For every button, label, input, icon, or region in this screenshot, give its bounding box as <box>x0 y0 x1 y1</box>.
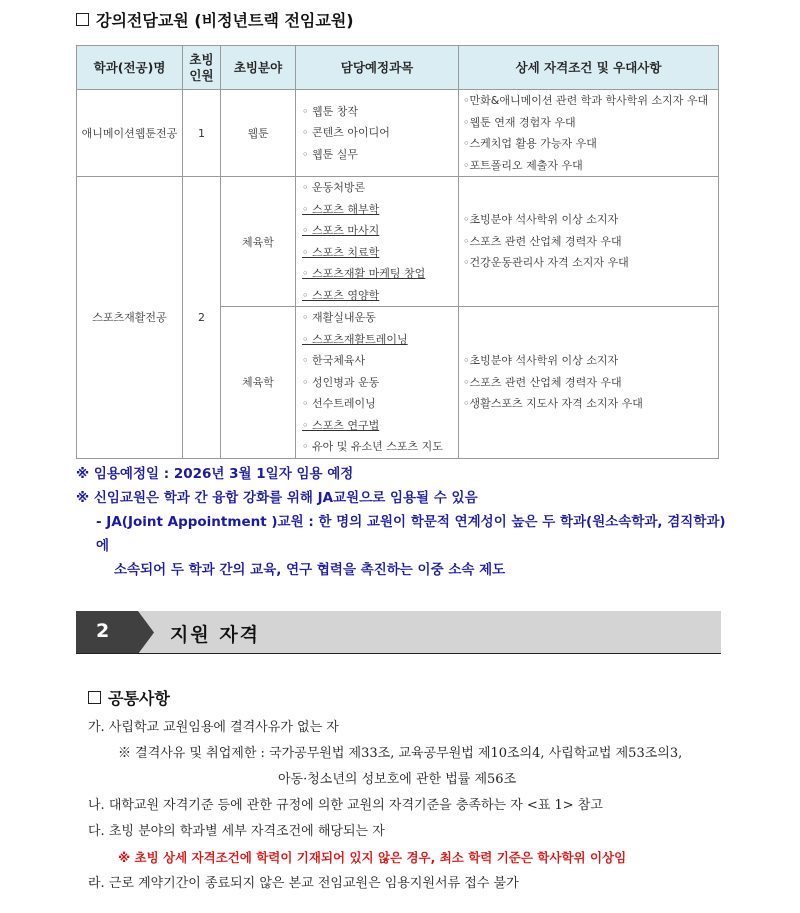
field-cell: 체육학 <box>221 177 296 307</box>
courses-cell <box>296 90 459 177</box>
qual-item: ◦ 포트폴리오 제출자 우대 <box>459 155 718 177</box>
recruitment-table <box>76 45 719 459</box>
notes-block <box>76 462 736 582</box>
header-dept: 학과(전공)명 <box>77 46 183 90</box>
course-item: ◦ 재활실내운동 <box>296 307 458 329</box>
course-item: ◦ 스포츠재활 마케팅 창업 <box>296 263 458 285</box>
header-field: 초빙분야 <box>221 46 296 90</box>
req-da-note: ※ 초빙 상세 자격조건에 학력이 기재되어 있지 않은 경우, 최소 학력 기준은 학사학위 이상임 <box>118 850 627 865</box>
quals-cell <box>459 177 719 307</box>
courses-cell <box>296 177 459 307</box>
req-ga-note: ※ 결격사유 및 취업제한 : 국가공무원법 제33조, 교육공무원법 제10조의4, 사립학교법 제53조의3, <box>118 746 683 761</box>
table-row <box>77 90 719 177</box>
quals-cell <box>459 90 719 177</box>
courses-cell <box>296 307 459 459</box>
header-count: 초빙 인원 <box>183 46 221 90</box>
common-title-text: 공통사항 <box>108 689 170 708</box>
req-ra: 라. 근로 계약기간이 종료되지 않은 본교 전임교원은 임용지원서류 접수 불가 <box>88 876 519 891</box>
course-item: ◦ 웹툰 창작 <box>296 101 458 123</box>
course-item: ◦ 스포츠 영양학 <box>296 285 458 307</box>
banner-title: 지원 자격 <box>170 624 261 646</box>
quals-cell <box>459 307 719 459</box>
course-item: ◦ 스포츠 해부학 <box>296 199 458 221</box>
course-item: ◦ 운동처방론 <box>296 177 458 199</box>
course-item: ◦ 한국체육사 <box>296 350 458 372</box>
header-courses: 담당예정과목 <box>296 46 459 90</box>
course-item: ◦ 콘텐츠 아이디어 <box>296 122 458 144</box>
course-item: ◦ 스포츠재활트레이닝 <box>296 329 458 351</box>
req-ga: 가. 사립학교 교원임용에 결격사유가 없는 자 <box>88 720 339 735</box>
qual-item: ◦ 웹툰 연재 경험자 우대 <box>459 112 718 134</box>
course-item: ◦ 스포츠 치료학 <box>296 242 458 264</box>
qual-item: ◦ 스포츠 관련 산업체 경력자 우대 <box>459 372 718 394</box>
course-item: ◦ 유아 및 유소년 스포츠 지도 <box>296 436 458 458</box>
course-item: ◦ 웹툰 실무 <box>296 144 458 166</box>
table-row <box>77 177 719 307</box>
course-item: ◦ 성인병과 운동 <box>296 372 458 394</box>
count-cell: 2 <box>183 177 221 459</box>
field-cell: 체육학 <box>221 307 296 459</box>
note-ja-definition: - JA(Joint Appointment )교원 : 한 명의 교원이 학문적 연계성이 높은 두 학과(원소속학과, 겸직학과)에 <box>96 514 726 554</box>
course-item: ◦ 선수트레이닝 <box>296 393 458 415</box>
section-title <box>76 8 354 31</box>
qual-item: ◦ 스포츠 관련 산업체 경력자 우대 <box>459 231 718 253</box>
dept-cell: 스포츠재활전공 <box>77 177 183 459</box>
req-ga-note-cont: 아동·청소년의 성보호에 관한 법률 제56조 <box>278 772 517 787</box>
section-banner <box>76 611 721 654</box>
common-title <box>88 686 170 709</box>
banner-number: 2 <box>96 620 110 642</box>
qual-item: ◦ 만화&애니메이션 관련 학과 학사학위 소지자 우대 <box>459 90 718 112</box>
banner-dark-arrow <box>76 611 154 654</box>
count-cell: 1 <box>183 90 221 177</box>
course-item: ◦ 스포츠 마사지 <box>296 220 458 242</box>
requirements-list <box>88 715 748 897</box>
checkbox-square-icon <box>76 13 89 26</box>
req-da: 다. 초빙 분야의 학과별 세부 자격조건에 해당되는 자 <box>88 824 385 839</box>
field-cell: 웹툰 <box>221 90 296 177</box>
qual-item: ◦ 초빙분야 석사학위 이상 소지자 <box>459 350 718 372</box>
note-ja: ※ 신임교원은 학과 간 융합 강화를 위해 JA교원으로 임용될 수 있음 <box>76 490 478 506</box>
req-na: 나. 대학교원 자격기준 등에 관한 규정에 의한 교원의 자격기준을 충족하는 자 <표 1> 참고 <box>88 798 603 813</box>
dept-cell: 애니메이션웹툰전공 <box>77 90 183 177</box>
checkbox-square-icon <box>88 691 101 704</box>
course-item: ◦ 스포츠 연구법 <box>296 415 458 437</box>
qual-item: ◦ 스케치업 활용 가능자 우대 <box>459 133 718 155</box>
table-header-row <box>77 46 719 90</box>
header-quals: 상세 자격조건 및 우대사항 <box>459 46 719 90</box>
note-ja-definition-cont: 소속되어 두 학과 간의 교육, 연구 협력을 촉진하는 이중 소속 제도 <box>114 562 506 578</box>
qual-item: ◦ 건강운동관리사 자격 소지자 우대 <box>459 252 718 274</box>
qual-item: ◦ 초빙분야 석사학위 이상 소지자 <box>459 209 718 231</box>
qual-item: ◦ 생활스포츠 지도사 자격 소지자 우대 <box>459 393 718 415</box>
section-title-text: 강의전담교원 (비정년트랙 전임교원) <box>96 11 354 30</box>
note-appointment-date: ※ 임용예정일 : 2026년 3월 1일자 임용 예정 <box>76 466 354 482</box>
